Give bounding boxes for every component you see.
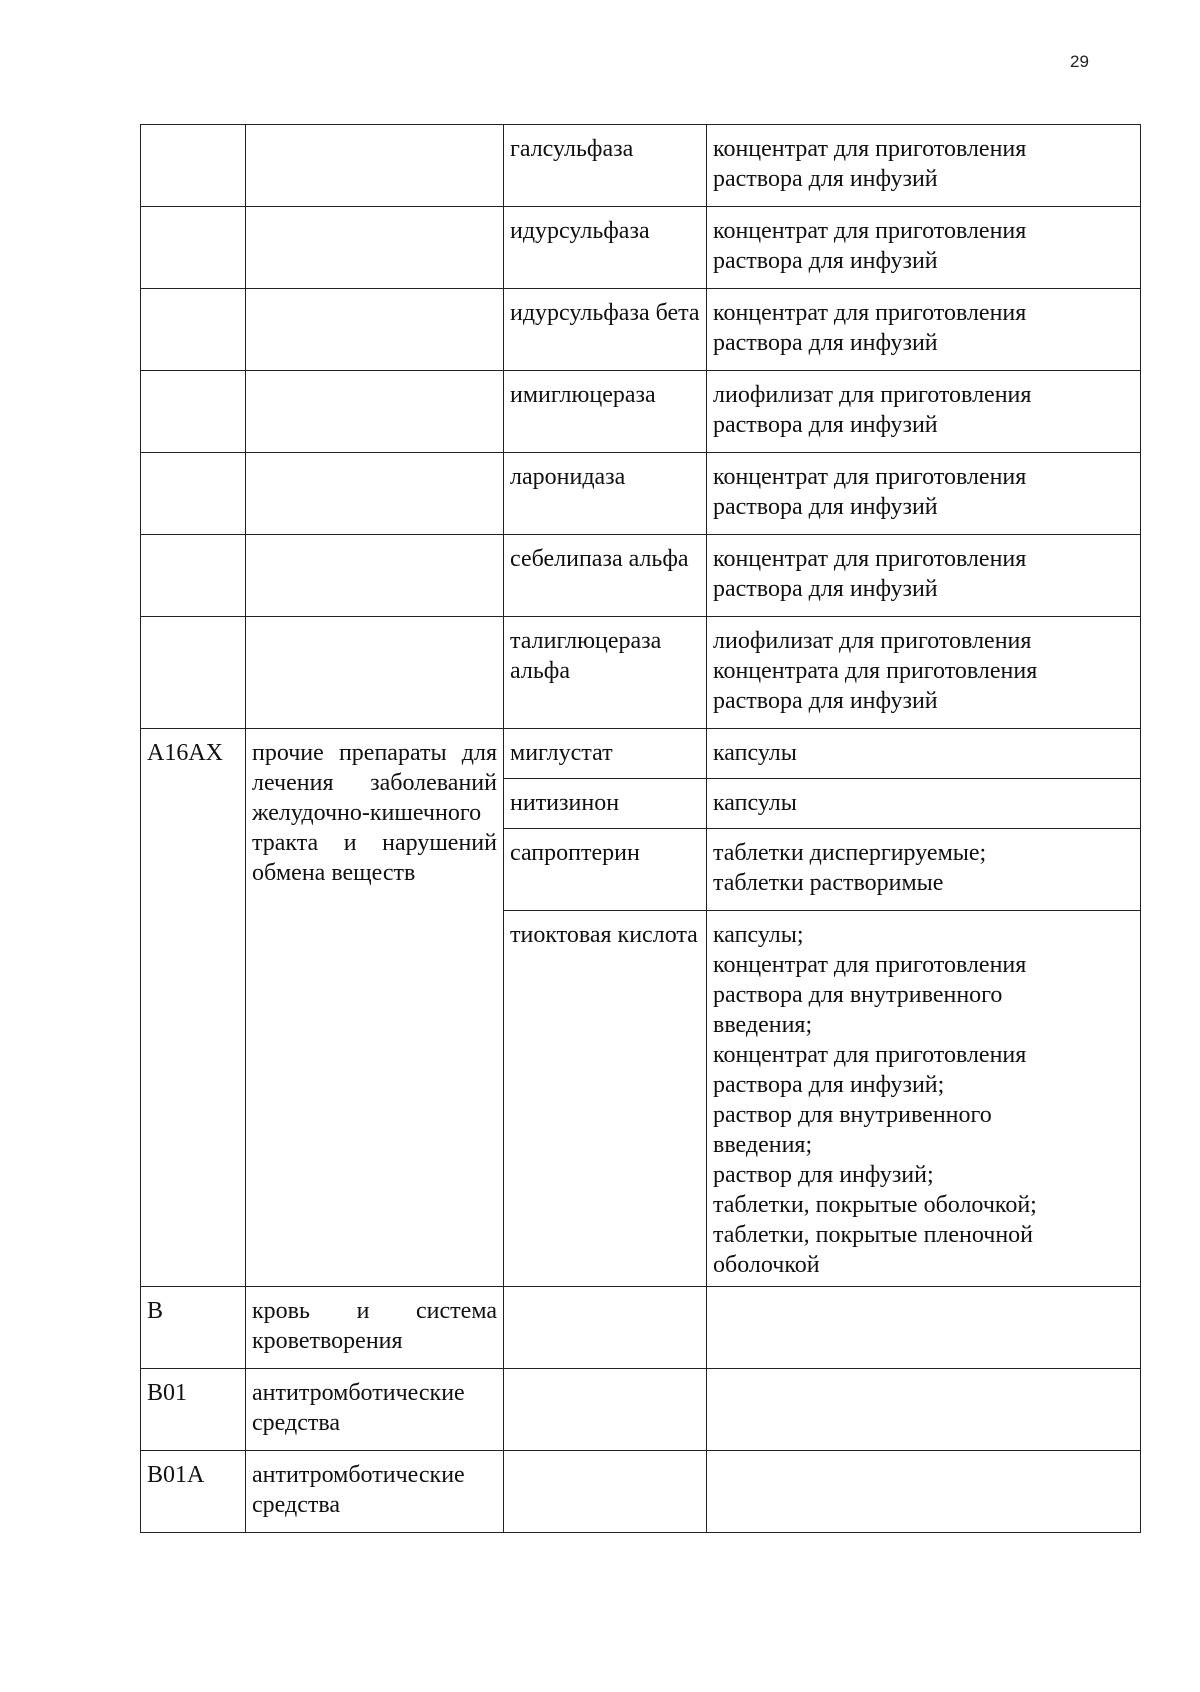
atc-code-cell: B01 <box>141 1369 246 1451</box>
atc-group-cell <box>246 535 504 617</box>
table-row <box>141 207 1141 289</box>
dosage-form-line: концентрата для приготовления <box>713 658 1038 684</box>
dosage-form-cell <box>707 1369 1141 1451</box>
dosage-form-line: раствора для инфузий <box>713 330 938 356</box>
drug-name-cell: сапроптерин <box>504 829 707 911</box>
table-row <box>141 453 1141 535</box>
dosage-form-cell <box>707 729 1141 779</box>
dosage-form-line: раствора для инфузий <box>713 576 938 602</box>
atc-code-cell: B01A <box>141 1451 246 1533</box>
drug-name-cell <box>504 1451 707 1533</box>
dosage-form-cell <box>707 911 1141 1287</box>
dosage-form-line: лиофилизат для приготовления <box>713 628 1032 654</box>
atc-code-cell <box>141 207 246 289</box>
dosage-form-line: концентрат для приготовления <box>713 464 1027 490</box>
dosage-form-line: таблетки растворимые <box>713 870 944 896</box>
dosage-form-cell <box>707 1287 1141 1369</box>
dosage-form-line: раствора для инфузий; <box>713 1072 945 1098</box>
atc-group-cell: кровь и система кроветворения <box>246 1287 504 1369</box>
drug-name-cell <box>504 1369 707 1451</box>
dosage-form-line: раствора для инфузий <box>713 248 938 274</box>
dosage-form-cell <box>707 125 1141 207</box>
dosage-form-line: концентрат для приготовления <box>713 300 1027 326</box>
atc-group-cell <box>246 371 504 453</box>
dosage-form-line: концентрат для приготовления <box>713 218 1027 244</box>
table-row <box>141 617 1141 729</box>
dosage-form-cell <box>707 289 1141 371</box>
atc-code-cell: B <box>141 1287 246 1369</box>
dosage-form-line: лиофилизат для приготовления <box>713 382 1032 408</box>
dosage-form-line: раствора для инфузий <box>713 166 938 192</box>
drug-name-cell: тиоктовая кислота <box>504 911 707 1287</box>
dosage-form-cell <box>707 535 1141 617</box>
drug-name-cell: нитизинон <box>504 779 707 829</box>
dosage-form-line: таблетки диспергируемые; <box>713 840 987 866</box>
page-number: 29 <box>1070 52 1089 71</box>
dosage-form-cell <box>707 1451 1141 1533</box>
dosage-form-line: концентрат для приготовления <box>713 1042 1027 1068</box>
table-row <box>141 1451 1141 1533</box>
dosage-form-cell <box>707 371 1141 453</box>
dosage-form-cell <box>707 829 1141 911</box>
table-row <box>141 125 1141 207</box>
atc-group-cell <box>246 617 504 729</box>
dosage-form-line: таблетки, покрытые пленочной <box>713 1222 1034 1248</box>
atc-group-cell <box>246 207 504 289</box>
dosage-form-line: оболочкой <box>713 1252 820 1278</box>
dosage-form-cell <box>707 617 1141 729</box>
atc-code-cell <box>141 535 246 617</box>
drug-table <box>140 124 1141 1533</box>
atc-code-cell <box>141 371 246 453</box>
dosage-form-cell <box>707 453 1141 535</box>
drug-name-cell: себелипаза альфа <box>504 535 707 617</box>
dosage-form-line: раствора для внутривенного <box>713 982 1003 1008</box>
dosage-form-line: концентрат для приготовления <box>713 952 1027 978</box>
dosage-form-line: раствор для внутривенного <box>713 1102 992 1128</box>
drug-name-cell: идурсульфаза бета <box>504 289 707 371</box>
dosage-form-line: раствора для инфузий <box>713 412 938 438</box>
dosage-form-line: капсулы; <box>713 922 804 948</box>
drug-name-cell: идурсульфаза <box>504 207 707 289</box>
atc-group-cell: прочие препараты для лечения заболеваний желудочно-кишечного тракта и нарушений обмена веществ <box>246 729 504 1287</box>
dosage-form-line: введения; <box>713 1132 813 1158</box>
dosage-form-line: раствор для инфузий; <box>713 1162 934 1188</box>
dosage-form-line: капсулы <box>713 790 797 816</box>
atc-code-cell <box>141 453 246 535</box>
atc-code-cell <box>141 125 246 207</box>
dosage-form-line: таблетки, покрытые оболочкой; <box>713 1192 1037 1218</box>
drug-name-cell: галсульфаза <box>504 125 707 207</box>
atc-code-cell: A16AX <box>141 729 246 1287</box>
table-row <box>141 1369 1141 1451</box>
table-row <box>141 1287 1141 1369</box>
table-row <box>141 729 1141 779</box>
dosage-form-line: раствора для инфузий <box>713 494 938 520</box>
atc-group-cell <box>246 453 504 535</box>
dosage-form-line: капсулы <box>713 740 797 766</box>
dosage-form-cell <box>707 207 1141 289</box>
dosage-form-line: раствора для инфузий <box>713 688 938 714</box>
atc-group-cell: антитромботические средства <box>246 1451 504 1533</box>
atc-group-cell <box>246 289 504 371</box>
drug-name-cell: имиглюцераза <box>504 371 707 453</box>
atc-code-cell <box>141 289 246 371</box>
drug-name-cell <box>504 1287 707 1369</box>
dosage-form-cell <box>707 779 1141 829</box>
drug-name-cell: ларонидаза <box>504 453 707 535</box>
drug-name-cell: миглустат <box>504 729 707 779</box>
atc-group-cell: антитромботические средства <box>246 1369 504 1451</box>
dosage-form-line: концентрат для приготовления <box>713 136 1027 162</box>
atc-group-cell <box>246 125 504 207</box>
dosage-form-line: введения; <box>713 1012 813 1038</box>
dosage-form-line: концентрат для приготовления <box>713 546 1027 572</box>
table-row <box>141 535 1141 617</box>
table-row <box>141 289 1141 371</box>
atc-code-cell <box>141 617 246 729</box>
drug-name-cell: талиглюцераза альфа <box>504 617 707 729</box>
table-row <box>141 371 1141 453</box>
